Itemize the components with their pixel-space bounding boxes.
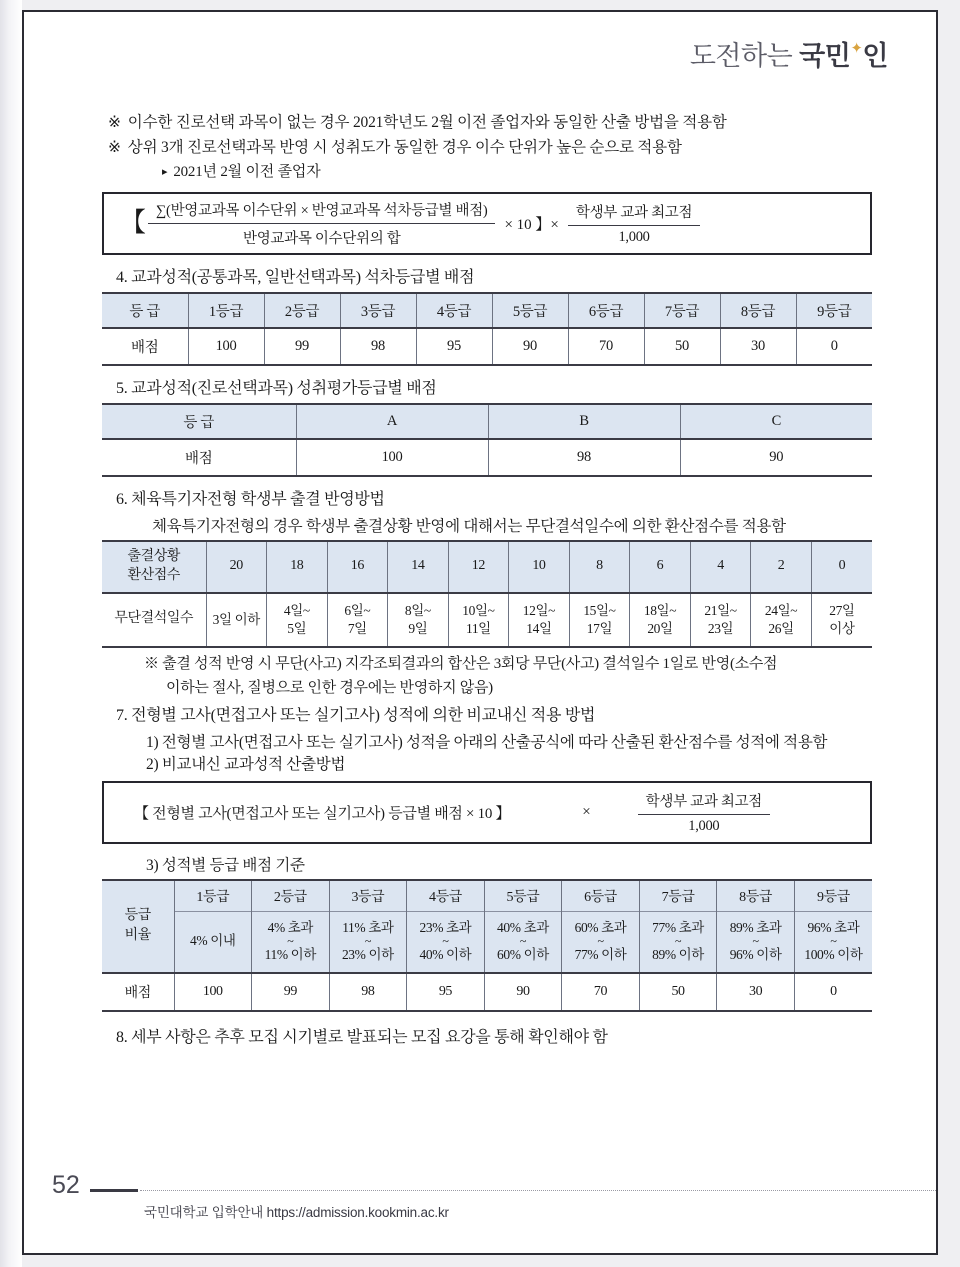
section-4-heading: 4. 교과성적(공통과목, 일반선택과목) 석차등급별 배점 bbox=[116, 268, 475, 286]
absence-days-8 bbox=[630, 593, 691, 647]
attendance-score-7: 8 bbox=[569, 541, 630, 593]
formula2-right-denominator: 1,000 bbox=[638, 814, 770, 835]
column-header-grade-3: 3등급 bbox=[340, 293, 416, 328]
absence-days-4-line2: 9일 bbox=[408, 620, 428, 636]
ratio-grade-8-upper: 89% 초과 bbox=[729, 919, 782, 935]
footer-dotted-rule bbox=[140, 1190, 936, 1191]
ratio-grade-9 bbox=[794, 911, 872, 973]
note-mark-icon: ※ bbox=[144, 655, 159, 672]
column-header-grade-8: 8등급 bbox=[717, 880, 795, 912]
attendance-header-line-1: 출결상황 bbox=[127, 548, 180, 564]
absence-days-2 bbox=[267, 593, 328, 647]
formula-right-fraction bbox=[568, 201, 700, 246]
formula-middle-operator: × 10 】× bbox=[504, 216, 559, 233]
ratio-grade-4 bbox=[407, 911, 485, 973]
logo-text-prefix: 도전 bbox=[689, 41, 741, 71]
ratio-grade-4-tilde: ~ bbox=[442, 934, 449, 949]
ratio-grade-5 bbox=[484, 911, 562, 973]
ratio-score-grade-5: 90 bbox=[484, 973, 562, 1011]
absence-days-3-line1: 6일~ bbox=[344, 602, 371, 618]
logo-text-suffix: 인 bbox=[862, 41, 888, 71]
row-label-score: 배점 bbox=[102, 439, 296, 476]
section-7-ratio-table bbox=[102, 879, 872, 1012]
logo-text-mid: 하는 bbox=[740, 41, 800, 71]
formula2-right-numerator: 학생부 교과 최고점 bbox=[645, 793, 762, 810]
formula-right-denominator: 1,000 bbox=[568, 225, 700, 246]
formula-box-subject-score bbox=[102, 192, 872, 255]
row-header-line-2: 비율 bbox=[124, 928, 151, 944]
absence-days-9-line2: 23일 bbox=[707, 620, 734, 636]
absence-days-11-line1: 27일 bbox=[829, 602, 855, 618]
absence-days-2-line1: 4일~ bbox=[283, 602, 310, 618]
section-7-item-2: 2) 비교내신 교과성적 산출방법 bbox=[146, 755, 346, 773]
score-grade-c: 90 bbox=[680, 439, 872, 476]
section-6-heading: 6. 체육특기자전형 학생부 출결 반영방법 bbox=[116, 490, 385, 508]
column-header-grade-9: 9등급 bbox=[794, 880, 872, 912]
attendance-score-10: 2 bbox=[751, 541, 812, 593]
absence-days-9 bbox=[690, 593, 751, 647]
logo-star-icon: ✦ bbox=[850, 40, 863, 57]
sub-bullet-graduates bbox=[102, 160, 872, 184]
attendance-score-8: 6 bbox=[630, 541, 691, 593]
attendance-score-11: 0 bbox=[811, 541, 872, 593]
formula2-left-expression: 【 전형별 고사(면접고사 또는 실기고사) 등급별 배점 × 10 】 bbox=[134, 805, 511, 822]
row-header-grade-ratio bbox=[102, 880, 174, 973]
ratio-grade-6-lower: 77% 이하 bbox=[574, 946, 627, 962]
university-slogan-logo bbox=[690, 34, 888, 73]
section-4-table bbox=[102, 292, 872, 366]
absence-days-6 bbox=[509, 593, 570, 647]
section-6-note-line-1: 출결 성적 반영 시 무단(사고) 지각조퇴결과의 합산은 3회당 무단(사고) 결석일수 1일로 반영(소수점 bbox=[162, 655, 778, 672]
top-note-2-text: 상위 3개 진로선택과목 반영 시 성취도가 동일한 경우 이수 단위가 높은 순으로 적용함 bbox=[127, 139, 682, 157]
column-header-grade-c: C bbox=[680, 404, 872, 439]
table-header-row bbox=[102, 404, 872, 439]
table-header-row bbox=[102, 293, 872, 328]
column-header-grade-5: 5등급 bbox=[484, 880, 562, 912]
row-header-line-1: 등급 bbox=[124, 907, 151, 923]
absence-days-4 bbox=[388, 593, 449, 647]
row-label-score: 배점 bbox=[102, 328, 188, 365]
formula-numerator: ∑(반영교과목 이수단위 × 반영교과목 석차등급별 배점) bbox=[156, 202, 488, 219]
formula-main-fraction bbox=[148, 199, 495, 248]
formula2-operator: × bbox=[582, 803, 591, 820]
ratio-grade-2-lower: 11% 이하 bbox=[264, 946, 316, 962]
score-grade-6: 70 bbox=[568, 328, 644, 365]
absence-days-5-line1: 10일~ bbox=[462, 602, 495, 618]
ratio-grade-9-lower: 100% 이하 bbox=[804, 946, 863, 962]
section-6-attendance-table bbox=[102, 540, 872, 648]
section-6-body: 체육특기자전형의 경우 학생부 출결상황 반영에 대해서는 무단결석일수에 의한 환산점수를 적용함 bbox=[152, 517, 786, 535]
document-page bbox=[22, 10, 938, 1255]
ratio-grade-1-value: 4% 이내 bbox=[190, 933, 236, 949]
absence-days-4-line1: 8일~ bbox=[404, 602, 431, 618]
attendance-score-3: 16 bbox=[327, 541, 388, 593]
ratio-grade-3-upper: 11% 초과 bbox=[342, 919, 394, 935]
page-content bbox=[102, 110, 872, 1052]
footer-source-text: 국민대학교 입학안내 https://admission.kookmin.ac.kr bbox=[144, 1205, 449, 1220]
absence-days-8-line1: 18일~ bbox=[643, 602, 677, 618]
score-grade-3: 98 bbox=[340, 328, 416, 365]
top-note-1 bbox=[102, 110, 872, 135]
table-header-row-ratios bbox=[102, 911, 872, 973]
absence-days-5 bbox=[448, 593, 509, 647]
page-edge-shadow bbox=[0, 0, 22, 1267]
column-header-grade-5: 5등급 bbox=[492, 293, 568, 328]
absence-days-10-line2: 26일 bbox=[768, 620, 794, 636]
column-header-grade-6: 6등급 bbox=[562, 880, 640, 912]
formula-box-comparative-score bbox=[102, 781, 872, 844]
attendance-score-5: 12 bbox=[448, 541, 509, 593]
section-7-heading: 7. 전형별 고사(면접고사 또는 실기고사) 성적에 의한 비교내신 적용 방법 bbox=[116, 706, 596, 724]
table-header-row-grades bbox=[102, 880, 872, 912]
ratio-grade-5-lower: 60% 이하 bbox=[497, 946, 549, 962]
table-header-row bbox=[102, 541, 872, 593]
column-header-grade-2: 2등급 bbox=[252, 880, 330, 912]
column-header-grade-6: 6등급 bbox=[568, 293, 644, 328]
score-grade-5: 90 bbox=[492, 328, 568, 365]
absence-days-7-line2: 17일 bbox=[586, 620, 613, 636]
absence-days-11 bbox=[811, 593, 872, 647]
ratio-grade-9-tilde: ~ bbox=[830, 934, 837, 949]
score-grade-1: 100 bbox=[188, 328, 264, 365]
absence-days-5-line2: 11일 bbox=[465, 620, 491, 636]
absence-days-1-line1: 3일 이하 bbox=[212, 611, 260, 627]
column-header-attendance-score bbox=[102, 541, 206, 593]
attendance-score-9: 4 bbox=[690, 541, 751, 593]
ratio-score-grade-6: 70 bbox=[562, 973, 640, 1011]
top-note-1-text: 이수한 진로선택 과목이 없는 경우 2021학년도 2월 이전 졸업자와 동일한 산출 방법을 적용함 bbox=[127, 114, 727, 131]
ratio-score-grade-2: 99 bbox=[252, 973, 330, 1011]
ratio-score-grade-3: 98 bbox=[329, 973, 407, 1011]
column-header-grade-7: 7등급 bbox=[644, 293, 720, 328]
absence-days-3-line2: 7일 bbox=[347, 620, 367, 636]
ratio-grade-7-tilde: ~ bbox=[675, 934, 682, 949]
column-header-grade-7: 7등급 bbox=[639, 880, 717, 912]
ratio-grade-1 bbox=[174, 911, 252, 973]
note-mark-icon: ※ bbox=[108, 139, 121, 157]
column-header-grade-1: 1등급 bbox=[174, 880, 252, 912]
ratio-score-grade-7: 50 bbox=[639, 973, 717, 1011]
ratio-grade-2 bbox=[252, 911, 330, 973]
section-7-item-1: 1) 전형별 고사(면접고사 또는 실기고사) 성적을 아래의 산출공식에 따라 산출된 환산점수를 성적에 적용함 bbox=[146, 733, 828, 751]
ratio-grade-2-upper: 4% 초과 bbox=[267, 919, 314, 935]
absence-days-10 bbox=[751, 593, 812, 647]
section-5-table bbox=[102, 403, 872, 477]
ratio-grade-3-lower: 23% 이하 bbox=[341, 946, 394, 962]
score-grade-7: 50 bbox=[644, 328, 720, 365]
absence-days-6-line2: 14일 bbox=[526, 620, 552, 636]
absence-days-1 bbox=[206, 593, 267, 647]
page-footer bbox=[24, 1171, 936, 1229]
section-6-note bbox=[102, 652, 872, 700]
ratio-score-grade-4: 95 bbox=[407, 973, 485, 1011]
table-row bbox=[102, 439, 872, 476]
ratio-grade-6 bbox=[562, 911, 640, 973]
table-row bbox=[102, 328, 872, 365]
score-grade-a: 100 bbox=[296, 439, 488, 476]
ratio-grade-6-tilde: ~ bbox=[597, 934, 604, 949]
ratio-grade-5-tilde: ~ bbox=[519, 934, 526, 949]
formula2-right-fraction bbox=[638, 790, 770, 835]
absence-days-11-line2: 이상 bbox=[829, 620, 855, 636]
attendance-header-line-2: 환산점수 bbox=[127, 567, 180, 583]
section-7-item-3: 3) 성적별 등급 배점 기준 bbox=[146, 856, 305, 874]
ratio-grade-7 bbox=[639, 911, 717, 973]
ratio-grade-3 bbox=[329, 911, 407, 973]
ratio-score-grade-1: 100 bbox=[174, 973, 252, 1011]
ratio-grade-2-tilde: ~ bbox=[287, 934, 294, 949]
column-header-grade-8: 8등급 bbox=[720, 293, 796, 328]
absence-days-6-line1: 12일~ bbox=[522, 602, 556, 618]
ratio-grade-4-lower: 40% 이하 bbox=[419, 946, 472, 962]
absence-days-7 bbox=[569, 593, 630, 647]
ratio-score-grade-8: 30 bbox=[717, 973, 795, 1011]
table-row bbox=[102, 973, 872, 1011]
ratio-grade-5-upper: 40% 초과 bbox=[497, 919, 549, 935]
attendance-score-6: 10 bbox=[509, 541, 570, 593]
ratio-grade-8-lower: 96% 이하 bbox=[729, 946, 782, 962]
column-header-grade-4: 4등급 bbox=[416, 293, 492, 328]
triangle-bullet-icon: ▸ bbox=[162, 166, 168, 179]
ratio-score-grade-9: 0 bbox=[794, 973, 872, 1011]
attendance-score-4: 14 bbox=[388, 541, 449, 593]
note-mark-icon: ※ bbox=[108, 114, 121, 131]
ratio-grade-7-upper: 77% 초과 bbox=[652, 919, 704, 935]
score-grade-4: 95 bbox=[416, 328, 492, 365]
top-note-2 bbox=[102, 135, 872, 160]
column-header-grade-b: B bbox=[488, 404, 680, 439]
column-header-grade: 등 급 bbox=[102, 404, 296, 439]
score-grade-2: 99 bbox=[264, 328, 340, 365]
section-6-note-line-2: 이하는 절사, 질병으로 인한 경우에는 반영하지 않음) bbox=[166, 679, 493, 696]
absence-days-3 bbox=[327, 593, 388, 647]
attendance-score-1: 20 bbox=[206, 541, 267, 593]
ratio-grade-9-upper: 96% 초과 bbox=[807, 919, 860, 935]
logo-text-bold: 국민 bbox=[799, 41, 851, 71]
column-header-grade-9: 9등급 bbox=[796, 293, 872, 328]
formula-open-bracket: 【 bbox=[120, 208, 147, 238]
score-grade-b: 98 bbox=[488, 439, 680, 476]
column-header-grade-a: A bbox=[296, 404, 488, 439]
sub-bullet-text: 2021년 2월 이전 졸업자 bbox=[173, 164, 321, 181]
absence-days-7-line1: 15일~ bbox=[583, 602, 616, 618]
ratio-grade-8-tilde: ~ bbox=[752, 934, 759, 949]
column-header-grade-4: 4등급 bbox=[407, 880, 485, 912]
row-label-absence-days: 무단결석일수 bbox=[102, 593, 206, 647]
absence-days-9-line1: 21일~ bbox=[704, 602, 737, 618]
ratio-grade-8 bbox=[717, 911, 795, 973]
section-5-heading: 5. 교과성적(진로선택과목) 성취평가등급별 배점 bbox=[116, 379, 437, 397]
attendance-score-2: 18 bbox=[267, 541, 328, 593]
score-grade-9: 0 bbox=[796, 328, 872, 365]
absence-days-8-line2: 20일 bbox=[647, 620, 673, 636]
column-header-grade: 등 급 bbox=[102, 293, 188, 328]
table-row bbox=[102, 593, 872, 647]
score-grade-8: 30 bbox=[720, 328, 796, 365]
column-header-grade-1: 1등급 bbox=[188, 293, 264, 328]
absence-days-2-line2: 5일 bbox=[287, 620, 307, 636]
ratio-grade-7-lower: 89% 이하 bbox=[652, 946, 704, 962]
column-header-grade-3: 3등급 bbox=[329, 880, 407, 912]
formula-right-numerator: 학생부 교과 최고점 bbox=[575, 204, 693, 221]
ratio-grade-3-tilde: ~ bbox=[364, 934, 371, 949]
page-number: 52 bbox=[52, 1171, 80, 1199]
ratio-grade-4-upper: 23% 초과 bbox=[419, 919, 472, 935]
column-header-grade-2: 2등급 bbox=[264, 293, 340, 328]
absence-days-10-line1: 24일~ bbox=[764, 602, 798, 618]
footer-solid-rule bbox=[90, 1189, 138, 1192]
ratio-grade-6-upper: 60% 초과 bbox=[574, 919, 627, 935]
formula-denominator: 반영교과목 이수단위의 합 bbox=[148, 223, 495, 248]
section-8-text: 8. 세부 사항은 추후 모집 시기별로 발표되는 모집 요강을 통해 확인해야 함 bbox=[116, 1028, 608, 1046]
row-label-score: 배점 bbox=[102, 973, 174, 1011]
